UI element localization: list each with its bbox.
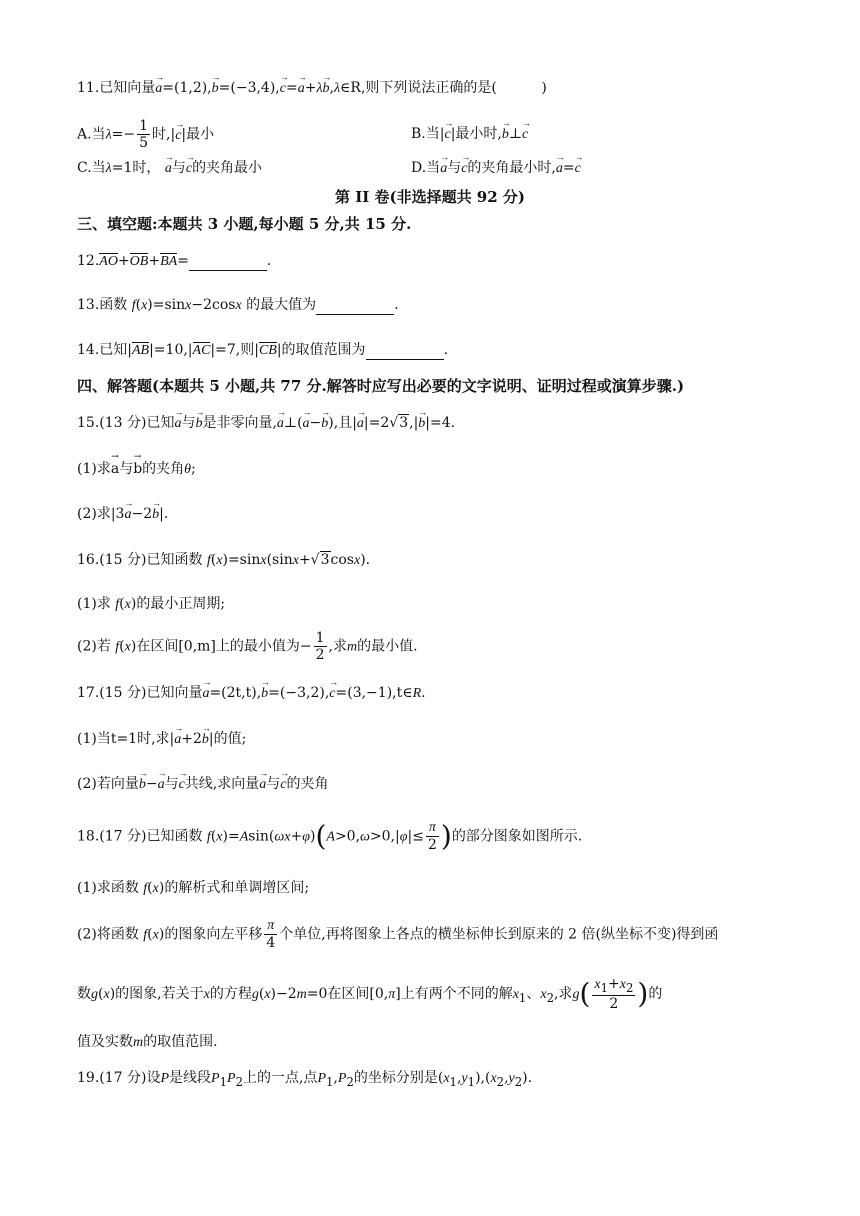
- q13: 13.函数 f(x)=sinx−2cosx 的最大值为 .: [77, 297, 399, 313]
- q14: 14.已知|AB|=10,|AC|=7,则|CB|的取值范围为 .: [77, 342, 449, 358]
- section2-title: 第 II 卷(非选择题共 92 分): [335, 188, 525, 206]
- q16-part1: (1)求 f(x)的最小正周期;: [77, 596, 226, 612]
- q15-part2: (2)求|3→ a−2→ b|.: [77, 506, 168, 524]
- q18-part2-line3: 值及实数m的取值范围.: [77, 1034, 218, 1050]
- q18-stem: 18.(17 分)已知函数 f(x)=Asin(ωx+φ)(A>0,ω>0,|φ|≤ $\frac{\pi}{2}$ )的部分图象如图所示.: [77, 819, 583, 854]
- q11-option-c: C.当λ=1时， → a与→ c的夹角最小: [77, 160, 262, 178]
- q11-option-d: D.当→ a与→ c的夹角最小时,→ a=→ c: [411, 160, 581, 178]
- q11-option-a: A.当λ=− $\frac{1}{5}$ 时,|→ c|最小: [77, 118, 214, 151]
- q16-part2: (2)若 f(x)在区间[0,m]上的最小值为− $\frac{1}{2}$ ,求m的最小值.: [77, 630, 418, 664]
- q16-stem: 16.(15 分)已知函数 f(x)=sinx(sinx+√3cosx).: [77, 552, 371, 568]
- q18-part2-line1: (2)将函数 f(x)的图象向左平移 $\frac{\pi}{4}$ 个单位,再将图象上各点的横坐标伸长到原来的 2 倍(纵坐标不变)得到函: [77, 918, 719, 952]
- q17-stem: 17.(15 分)已知向量→ a=(2t,t),→ b=(−3,2),→ c=(3,−1),t∈R.: [77, 685, 426, 703]
- section4-title: 四、解答题(本题共 5 小题,共 77 分.解答时应写出必要的文字说明、证明过程或演算步骤.): [77, 377, 685, 395]
- q17-part2: (2)若向量→ b−→ a与→ c共线,求向量→ a与→ c的夹角: [77, 776, 328, 794]
- q12: 12.AO+OB+BA= .: [77, 253, 272, 269]
- q11-option-b: B.当|→ c|最小时,→ b⊥→ c: [411, 126, 528, 144]
- section3-title: 三、填空题:本题共 3 小题,每小题 5 分,共 15 分.: [77, 215, 412, 233]
- q18-part2-line2: 数g(x)的图象,若关于x的方程g(x)−2m=0在区间[0,π]上有两个不同的解$x_1$、$x_2$,求g( $\frac{x_1+x_2}{2}$ )的: [77, 976, 663, 1013]
- q17-part1: (1)当t=1时,求|→ a+2→ b|的值;: [77, 731, 246, 749]
- q19-stem: 19.(17 分)设P是线段$P_1P_2$上的一点,点$P_1,P_2$的坐标分别是$(x_1,y_1),(x_2,y_2)$.: [77, 1070, 533, 1089]
- q11-stem: 11.已知向量→ a=(1,2),→ b=(−3,4),→ c=→ a+λ→ b,λ∈R,则下列说法正确的是( ): [77, 80, 547, 98]
- q18-part1: (1)求函数 f(x)的解析式和单调增区间;: [77, 880, 310, 896]
- q15-part1: (1)求→ a与→ b的夹角θ;: [77, 461, 196, 479]
- q15-stem: 15.(13 分)已知→ a与→ b是非零向量,→ a⊥(→ a−→ b),且|→ a|=2√3,|→ b|=4.: [77, 415, 455, 433]
